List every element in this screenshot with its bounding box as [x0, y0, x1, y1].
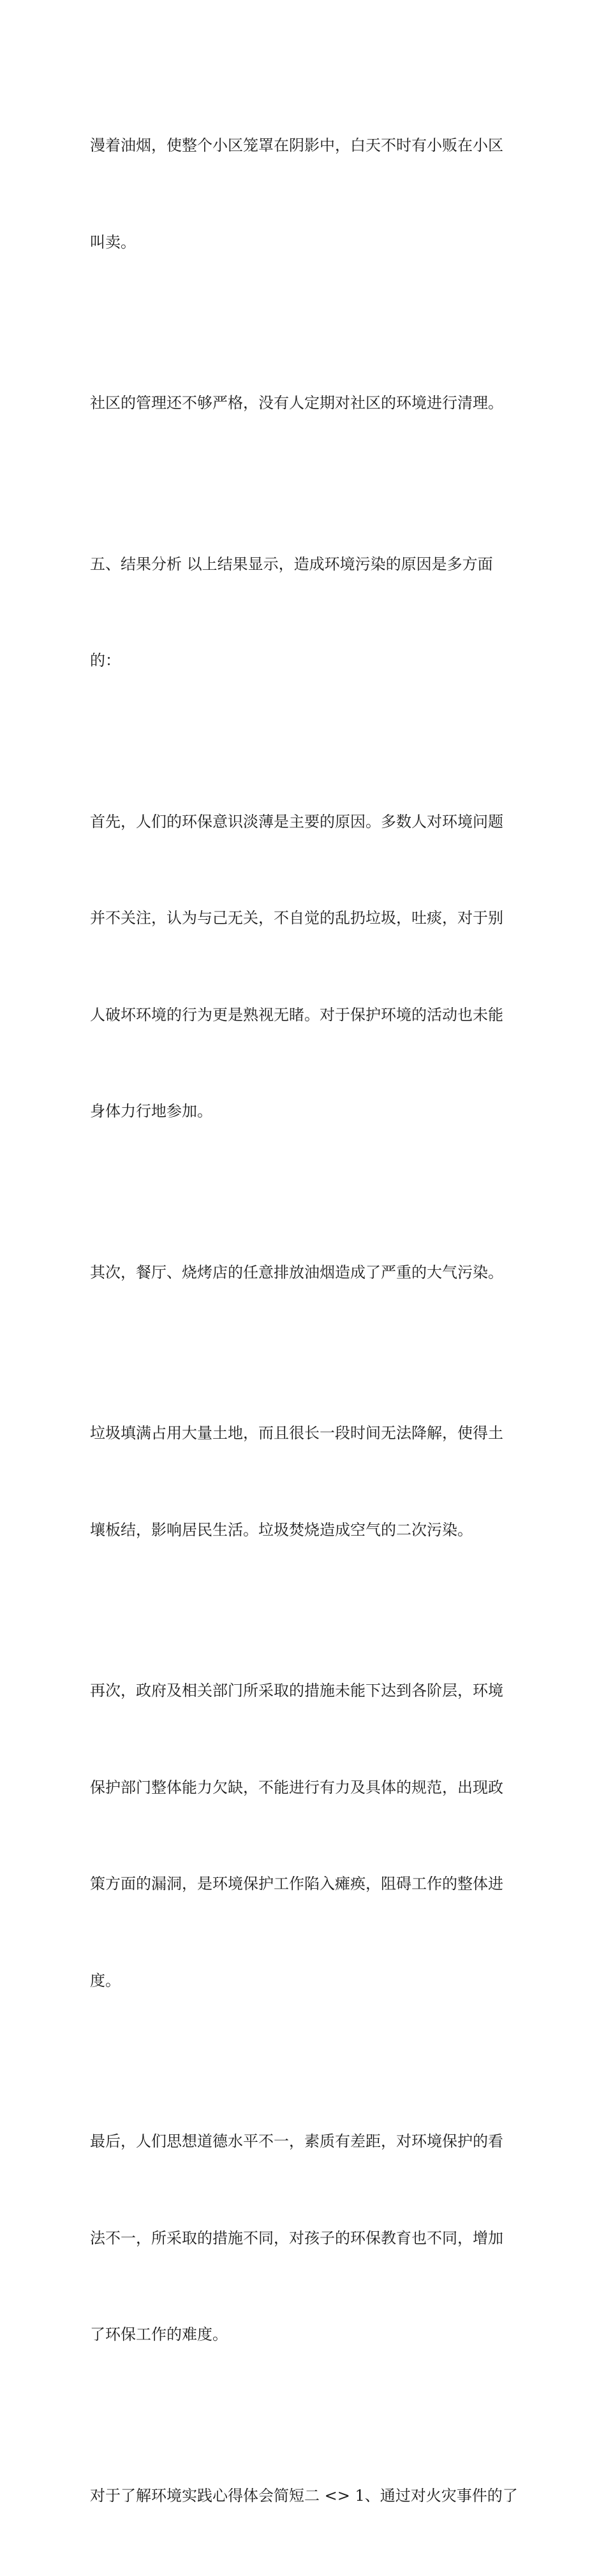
text-line: 保护部门整体能力欠缺，不能进行有力及具体的规范，出现政	[90, 1772, 524, 1804]
text-line: 其次，餐厅、烧烤店的任意排放油烟造成了严重的大气污染。	[90, 1256, 524, 1289]
paragraph	[90, 2061, 524, 2415]
paragraph	[90, 2415, 524, 2576]
paragraph	[90, 1192, 524, 1353]
paragraph	[90, 1353, 524, 1610]
text-line: 社区的管理还不够严格，没有人定期对社区的环境进行清理。	[90, 387, 524, 419]
document-page	[0, 0, 606, 783]
text-line: 叫卖。	[90, 226, 524, 259]
paragraph	[90, 1610, 524, 2061]
text-line: 首先，人们的环保意识淡薄是主要的原因。多数人对环境问题	[90, 806, 524, 838]
document-body	[90, 65, 524, 2576]
text-line: 五、结果分析 以上结果显示，造成环境污染的原因是多方面	[90, 548, 524, 581]
text-line: 度。	[90, 1965, 524, 1997]
text-line: 了环保工作的难度。	[90, 2318, 524, 2351]
text-line: 漫着油烟，使整个小区笼罩在阴影中，白天不时有小贩在小区	[90, 129, 524, 162]
text-line: 人破坏环境的行为更是熟视无睹。对于保护环境的活动也未能	[90, 999, 524, 1031]
text-line: 法不一，所采取的措施不同，对孩子的环保教育也不同，增加	[90, 2222, 524, 2255]
text-line: 身体力行地参加。	[90, 1095, 524, 1128]
text-line: 再次，政府及相关部门所采取的措施未能下达到各阶层，环境	[90, 1675, 524, 1707]
text-line: 并不关注，认为与己无关，不自觉的乱扔垃圾，吐痰，对于别	[90, 902, 524, 935]
section-heading-paragraph	[90, 484, 524, 741]
text-line: 对于了解环境实践心得体会简短二 <> 1、通过对火灾事件的了	[90, 2480, 524, 2512]
text-line: 壤板结，影响居民生活。垃圾焚烧造成空气的二次污染。	[90, 1514, 524, 1546]
text-line: 策方面的漏洞，是环境保护工作陷入瘫痪，阻碍工作的整体进	[90, 1868, 524, 1900]
paragraph	[90, 323, 524, 484]
paragraph	[90, 741, 524, 1192]
text-line: 垃圾填满占用大量土地，而且很长一段时间无法降解，使得土	[90, 1417, 524, 1450]
text-line: 最后，人们思想道德水平不一，素质有差距，对环境保护的看	[90, 2125, 524, 2158]
paragraph	[90, 65, 524, 323]
text-line: 的：	[90, 644, 524, 677]
